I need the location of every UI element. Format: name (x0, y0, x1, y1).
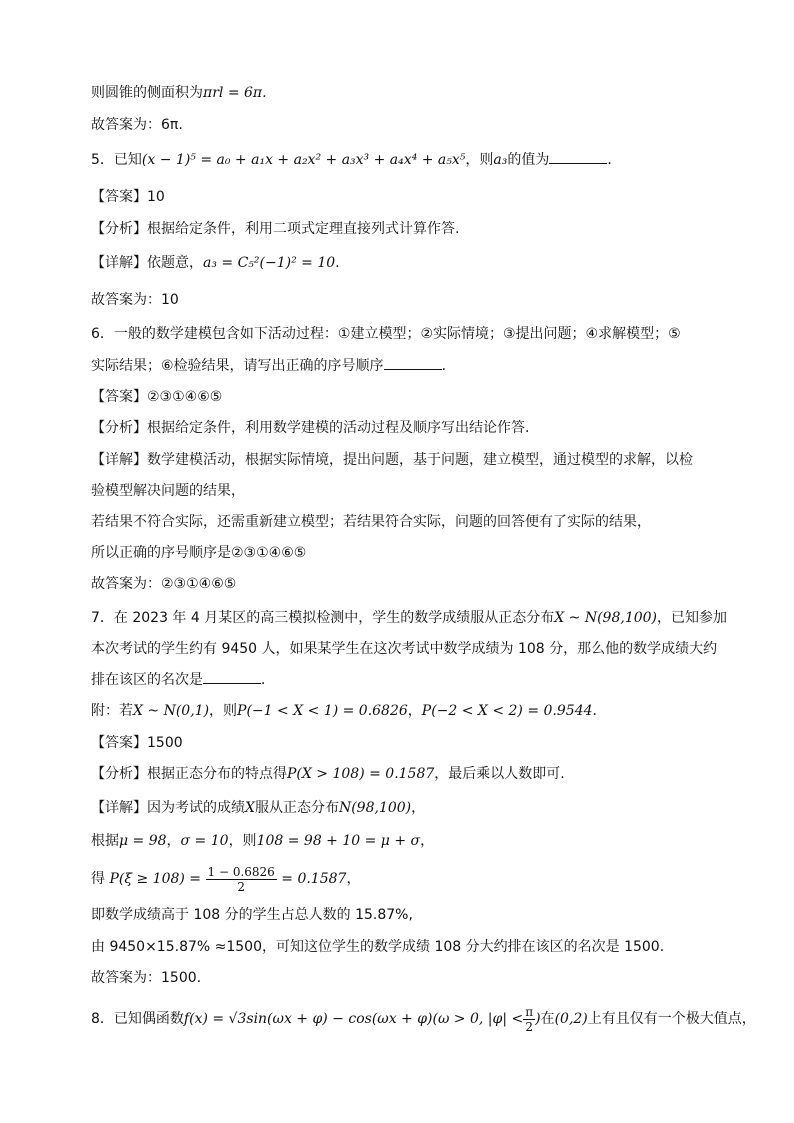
text-line: 排在该区的名次是 ． (91, 672, 275, 688)
answer-tag: 【答案】 (91, 735, 147, 751)
question-8: 8．已知偶函数f(x) = √3sin(ωx + φ) − cos(ωx + φ)(ω > 0, |φ| < $\frac{\pi}{2}$ )在(0,2)上有且仅有一个极大值点， (91, 1004, 756, 1034)
analysis-line: 【分析】根据给定条件，利用数学建模的活动过程及顺序写出结论作答. (91, 420, 530, 436)
detail-line: 【详解】数学建模活动，根据实际情境，提出问题，基于问题，建立模型，通过模型的求解，以检 (91, 452, 693, 468)
question-6: 6．一般的数学建模包含如下活动过程：①建立模型；②实际情境；③提出问题；④求解模型；⑤ (91, 326, 681, 342)
text-line: 验模型解决问题的结果， (91, 483, 245, 499)
fraction: $\frac{\pi}{2}$ (525, 1004, 534, 1034)
analysis-tag: 【分析】 (91, 766, 147, 782)
detail-tag: 【详解】 (91, 255, 147, 271)
answer-tag: 【答案】 (91, 389, 147, 405)
math-expression: X ~ N(98,100) (554, 610, 658, 626)
question-7: 7．在 2023 年 4 月某区的高三模拟检测中，学生的数学成绩服从正态分布X ~ N(98,100)，已知参加 (91, 610, 728, 626)
analysis-line: 【分析】根据正态分布的特点得P(X > 108) = 0.1587，最后乘以人数即可. (91, 766, 565, 782)
answer-line: 【答案】10 (91, 189, 165, 205)
text-line: 本次考试的学生约有 9450 人，如果某学生在这次考试中数学成绩为 108 分，那么他的数学成绩大约 (91, 641, 718, 657)
analysis-line: 【分析】根据给定条件，利用二项式定理直接列式计算作答. (91, 221, 460, 237)
fraction: $\frac{1 - 0.6826}{2}$ (207, 864, 275, 894)
analysis-tag: 【分析】 (91, 420, 147, 436)
answer-line: 【答案】②③①④⑥⑤ (91, 389, 223, 405)
math-expression: (x − 1)⁵ = a₀ + a₁x + a₂x² + a₃x³ + a₄x⁴ + a₅x⁵ (141, 152, 466, 168)
detail-tag: 【详解】 (91, 800, 147, 816)
question-5: 5．已知(x − 1)⁵ = a₀ + a₁x + a₂x² + a₃x³ + a₄x⁴ + a₅x⁵，则a₃的值为 ． (91, 152, 622, 168)
text-line: 根据μ = 98，σ = 10，则108 = 98 + 10 = μ + σ， (91, 833, 435, 849)
math-expression: f(x) = √3sin(ωx + φ) − cos(ωx + φ)(ω > 0, |φ| < (183, 1011, 524, 1027)
text-line: 若结果不符合实际，还需重新建立模型；若结果符合实际，问题的回答便有了实际的结果， (91, 514, 651, 530)
text-line: 所以正确的序号顺序是②③①④⑥⑤ (91, 545, 307, 561)
text-line: 得 P(ξ ≥ 108) = $\frac{1 - 0.6826}{2}$ = 0.1587， (91, 864, 361, 894)
answer-line: 【答案】1500 (91, 735, 183, 751)
math-expression: πrl = 6π. (203, 85, 267, 101)
text-line: 由 9450×15.87% ≈1500，可知这位学生的数学成绩 108 分大约排在该区的名次是 1500． (91, 939, 674, 955)
detail-line: 【详解】因为考试的成绩X服从正态分布N(98,100)， (91, 800, 426, 816)
final-answer: 故答案为：②③①④⑥⑤ (91, 576, 237, 592)
text-line: 实际结果；⑥检验结果，请写出正确的序号顺序 ． (91, 358, 456, 374)
answer-tag: 【答案】 (91, 189, 147, 205)
final-answer: 故答案为：10 (91, 292, 179, 308)
text-line: 故答案为：6π. (91, 117, 183, 133)
math-expression: a₃ = C₅²(−1)² = 10 (203, 255, 336, 271)
final-answer: 故答案为：1500. (91, 970, 202, 986)
detail-line: 【详解】依题意，a₃ = C₅²(−1)² = 10. (91, 255, 340, 271)
text-line: 则圆锥的侧面积为πrl = 6π. (91, 85, 267, 101)
math-expression: P(X > 108) = 0.1587 (287, 766, 435, 782)
answer-blank (549, 151, 607, 164)
text-line: 附：若X ~ N(0,1)，则P(−1 < X < 1) = 0.6826，P(−2 < X < 2) = 0.9544． (91, 703, 607, 719)
analysis-tag: 【分析】 (91, 221, 147, 237)
text-line: 即数学成绩高于 108 分的学生占总人数的 15.87%, (91, 907, 413, 923)
detail-tag: 【详解】 (91, 452, 147, 468)
answer-blank (384, 357, 442, 370)
answer-blank (203, 671, 261, 684)
